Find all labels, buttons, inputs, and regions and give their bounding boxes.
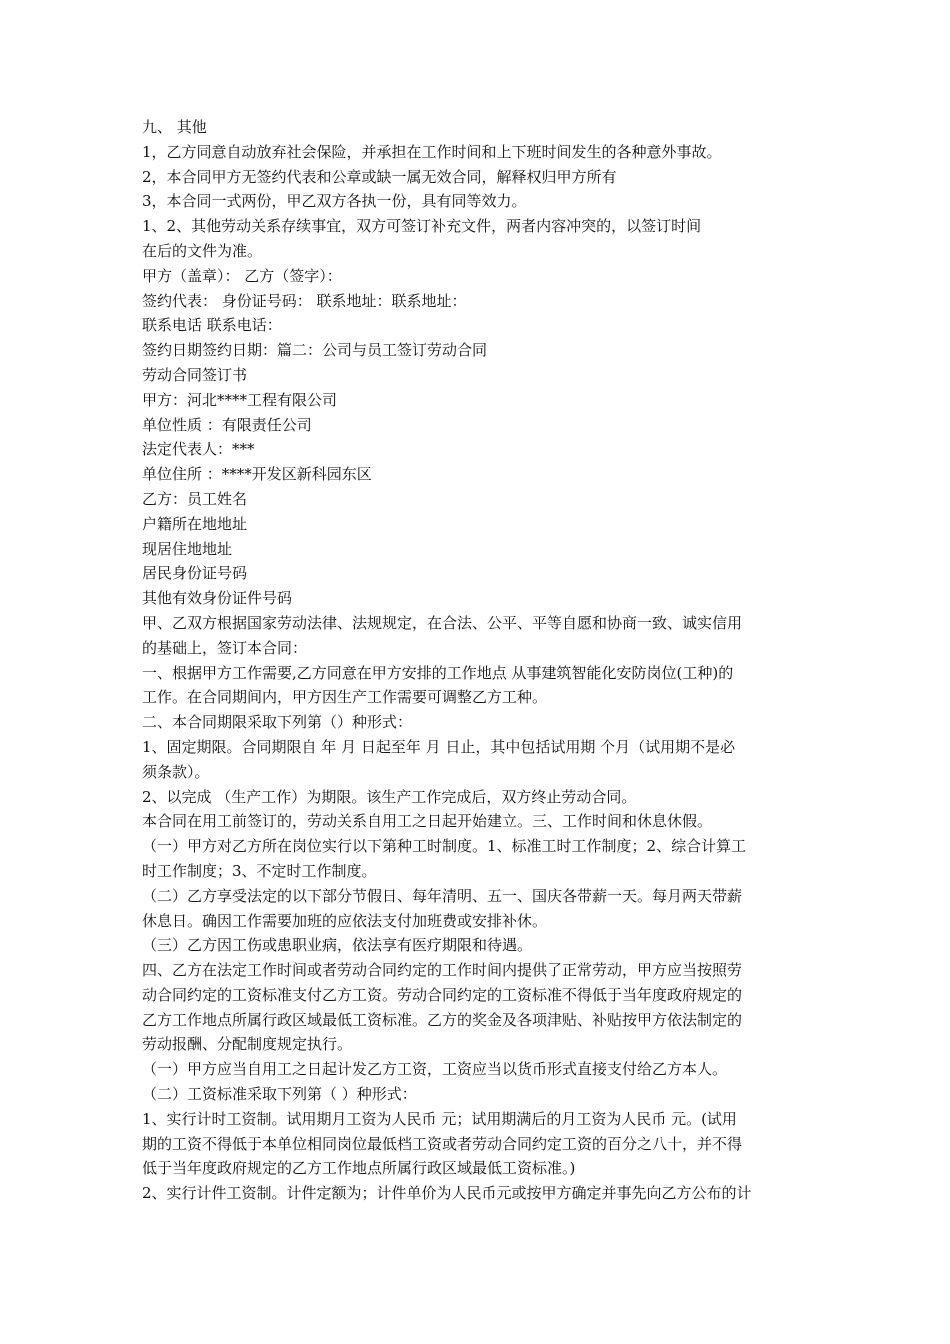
document-line: 其他有效身份证件号码 — [142, 589, 293, 608]
document-line: 甲、乙双方根据国家劳动法律、法规规定，在合法、公平、平等自愿和协商一致、诚实信用 — [142, 613, 743, 632]
document-line: 甲方：河北****工程有限公司 — [142, 390, 338, 409]
document-line: 现居住地地址 — [142, 539, 233, 558]
document-line: 1，乙方同意自动放弃社会保险，并承担在工作时间和上下班时间发生的各种意外事故。 — [142, 142, 722, 161]
document-line: 低于当年度政府规定的乙方工作地点所属行政区域最低工资标准。) — [142, 1159, 576, 1178]
document-line: 须条款）。 — [142, 762, 210, 781]
document-line: 2，本合同甲方无签约代表和公章或缺一属无效合同，解释权归甲方所有 — [142, 167, 617, 186]
document-line: （一）甲方对乙方所在岗位实行以下第种工时制度。1、标准工时工作制度；2、综合计算工 — [142, 837, 747, 856]
document-line: 四、乙方在法定工作时间或者劳动合同约定的工作时间内提供了正常劳动，甲方应当按照劳 — [142, 961, 743, 980]
document-line: 本合同在用工前签订的，劳动关系自用工之日起开始建立。三、工作时间和休息休假。 — [142, 812, 713, 831]
document-line: 劳动合同签订书 — [142, 365, 248, 384]
document-line: 乙方：员工姓名 — [142, 489, 248, 508]
document-line: 1、固定期限。合同期限自 年 月 日起至年 月 日止，其中包括试用期 个月（试用期不是必 — [142, 737, 736, 756]
document-line: （一）甲方应当自用工之日起计发乙方工资，工资应当以货币形式直接支付给乙方本人。 — [142, 1060, 728, 1079]
document-page — [142, 115, 814, 1206]
document-line: 1、2、其他劳动关系存续事宜，双方可签订补充文件，两者内容冲突的，以签订时间 — [142, 217, 702, 236]
document-line: 居民身份证号码 — [142, 564, 248, 583]
document-line: 户籍所在地地址 — [142, 514, 248, 533]
document-line: 联系电话 联系电话： — [142, 316, 282, 335]
document-line: 单位住所 ：****开发区新科园东区 — [142, 465, 372, 484]
document-line: 的基础上，签订本合同： — [142, 638, 308, 657]
document-line: 二、本合同期限采取下列第（）种形式： — [142, 713, 413, 732]
document-line: 时工作制度；3、不定时工作制度。 — [142, 861, 377, 880]
document-line: 期的工资不得低于本单位相同岗位最低档工资或者劳动合同约定工资的百分之八十，并不得 — [142, 1134, 743, 1153]
document-line: 3，本合同一式两份，甲乙双方各执一份，具有同等效力。 — [142, 192, 527, 211]
document-line: 2、以完成 （生产工作）为期限。该生产工作完成后，双方终止劳动合同。 — [142, 787, 637, 806]
document-line: 1、实行计时工资制。试用期月工资为人民币 元；试用期满后的月工资为人民币 元。(试用 — [142, 1109, 737, 1128]
document-line: （三）乙方因工伤或患职业病，依法享有医疗期限和待遇。 — [142, 936, 533, 955]
document-line: 休息日。确因工作需要加班的应依法支付加班费或安排补休。 — [142, 911, 548, 930]
document-line: 单位性质 ：有限责任公司 — [142, 415, 312, 434]
document-line: 2、实行计件工资制。计件定额为；计件单价为人民币元或按甲方确定并事先向乙方公布的计 — [142, 1184, 752, 1203]
document-line: 动合同约定的工资标准支付乙方工资。劳动合同约定的工资标准不得低于当年度政府规定的 — [142, 985, 743, 1004]
document-line: （二）乙方享受法定的以下部分节假日、每年清明、五一、国庆各带薪一天。每月两天带薪 — [142, 886, 743, 905]
document-line: 法定代表人：*** — [142, 440, 255, 459]
document-line: 乙方工作地点所属行政区域最低工资标准。乙方的奖金及各项津贴、补贴按甲方依法制定的 — [142, 1010, 743, 1029]
document-line: 一、根据甲方工作需要,乙方同意在甲方安排的工作地点 从事建筑智能化安防岗位(工种)的 — [142, 663, 734, 682]
document-line: 工作。在合同期间内，甲方因生产工作需要可调整乙方工种。 — [142, 688, 548, 707]
document-line: 甲方（盖章）： 乙方（签字）： — [142, 266, 342, 285]
document-line: 签约代表： 身份证号码： 联系地址：联系地址： — [142, 291, 467, 310]
document-line: 签约日期签约日期：篇二：公司与员工签订劳动合同 — [142, 341, 488, 360]
document-line: 劳动报酬、分配制度规定执行。 — [142, 1035, 353, 1054]
document-line: 在后的文件为准。 — [142, 241, 263, 260]
document-line: 九、 其他 — [142, 118, 207, 136]
document-line: （二）工资标准采取下列第（ ）种形式： — [142, 1085, 417, 1104]
